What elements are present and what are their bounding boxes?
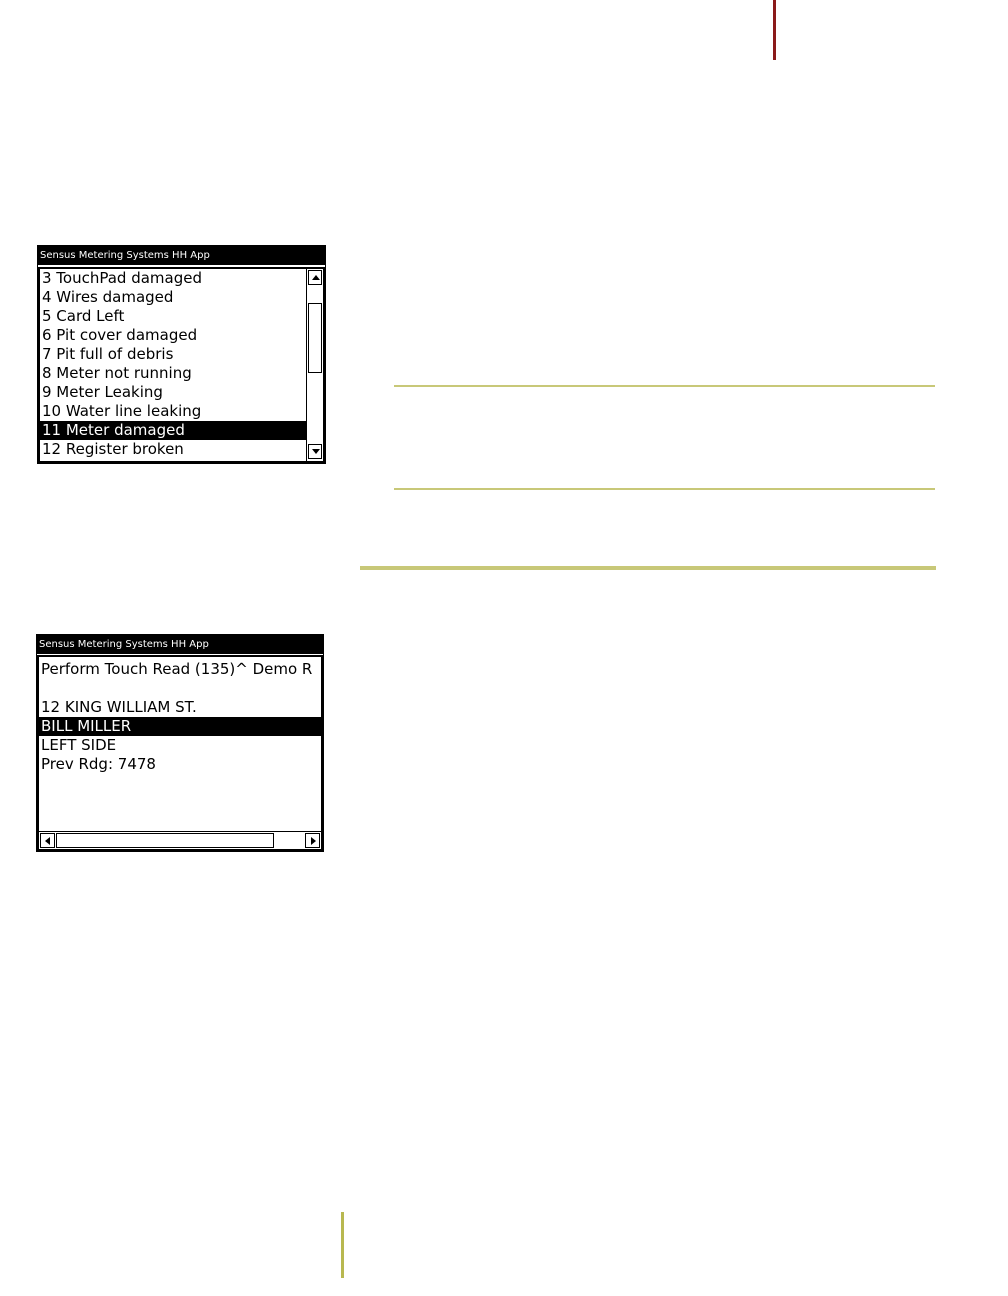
list-item[interactable]: 11 Meter damaged [40, 421, 307, 440]
scroll-thumb[interactable] [308, 303, 322, 373]
list-item[interactable]: 3 TouchPad damaged [42, 269, 203, 287]
scroll-thumb[interactable] [56, 833, 274, 848]
vertical-scrollbar[interactable] [306, 269, 324, 461]
scroll-left-button[interactable] [40, 833, 55, 848]
margin-accent-line [341, 1212, 344, 1278]
list-item[interactable]: Prev Rdg: 7478 [41, 755, 156, 773]
list-item[interactable]: 12 KING WILLIAM ST. [41, 698, 197, 716]
list-item[interactable]: BILL MILLER [39, 717, 323, 736]
list-item[interactable]: 9 Meter Leaking [42, 383, 163, 401]
list-item[interactable]: LEFT SIDE [41, 736, 117, 754]
horizontal-scrollbar[interactable] [39, 831, 321, 850]
list-item[interactable]: 6 Pit cover damaged [42, 326, 198, 344]
list-item[interactable]: 5 Card Left [42, 307, 125, 325]
divider-line [394, 488, 935, 490]
list-item[interactable] [39, 679, 323, 698]
list-item[interactable]: 12 Register broken [42, 440, 184, 458]
account-detail-panel[interactable] [37, 655, 323, 851]
list-item[interactable]: 8 Meter not running [42, 364, 192, 382]
scroll-down-button[interactable] [308, 444, 322, 459]
arrow-down-icon [311, 447, 321, 457]
top-accent-line [773, 0, 776, 60]
scroll-right-button[interactable] [305, 833, 320, 848]
scroll-up-button[interactable] [308, 270, 322, 285]
list-item[interactable]: 7 Pit full of debris [42, 345, 174, 363]
list-item[interactable]: 10 Water line leaking [42, 402, 202, 420]
arrow-up-icon [311, 273, 321, 283]
device-screen-trouble-codes [37, 245, 326, 464]
section-divider [360, 566, 936, 570]
list-item[interactable]: Perform Touch Read (135)^ Demo R [41, 660, 313, 678]
arrow-right-icon [308, 836, 318, 846]
app-title-bar: Sensus Metering Systems HH App [37, 635, 323, 654]
list-item[interactable]: 4 Wires damaged [42, 288, 174, 306]
device-screen-touch-read [36, 634, 324, 852]
trouble-code-list[interactable] [38, 267, 325, 463]
app-title-bar: Sensus Metering Systems HH App [38, 246, 325, 265]
arrow-left-icon [43, 836, 53, 846]
divider-line [394, 385, 935, 387]
